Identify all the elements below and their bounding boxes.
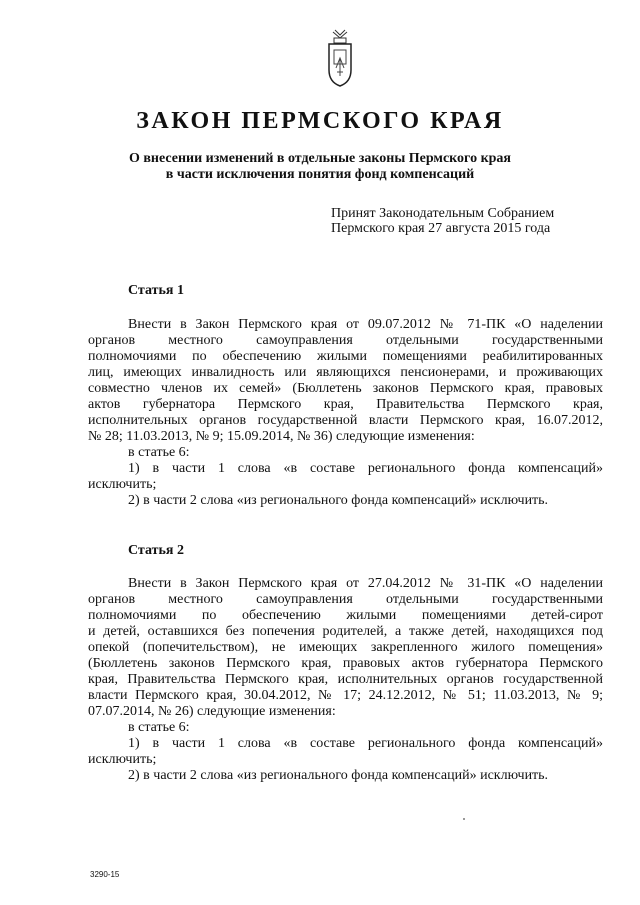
article-2-heading: Статья 2 <box>128 543 184 558</box>
adoption-note <box>331 206 554 236</box>
list-item: 1) в части 1 слова «в составе регионального фонда компенсаций» <box>128 736 603 751</box>
text-line: 07.07.2014, № 26) следующие изменения: <box>88 704 336 719</box>
list-item: 2) в части 2 слова «из регионального фонда компенсаций» исключить. <box>128 493 549 508</box>
list-item: 1) в части 1 слова «в составе регионального фонда компенсаций» <box>128 461 603 476</box>
coat-of-arms-emblem <box>325 28 355 88</box>
adoption-line: Пермского края 27 августа 2015 года <box>331 221 551 236</box>
law-title: ЗАКОН ПЕРМСКОГО КРАЯ <box>136 108 504 134</box>
scan-speck <box>463 818 465 820</box>
text-line: в статье 6: <box>128 720 190 735</box>
subtitle-line: О внесении изменений в отдельные законы Пермского края <box>128 151 511 166</box>
article-2-body <box>88 576 603 784</box>
text-line: исключить; <box>88 752 157 767</box>
text-line: в статье 6: <box>128 445 190 460</box>
text-line: лиц, имеющих инвалидность или являющихся пенсионерами, и проживающих <box>88 365 603 380</box>
text-line: Внести в Закон Пермского края от 27.04.2012 № 31-ПК «О наделении <box>128 576 603 591</box>
text-line: полномочиями по обеспечению жилыми помещениями реабилитированных <box>88 349 603 364</box>
article-1-body <box>88 317 603 509</box>
text-line: № 28; 11.03.2013, № 9; 15.09.2014, № 36) следующие изменения: <box>88 429 475 444</box>
text-line: (Бюллетень законов Пермского края, правовых актов губернатора Пермского <box>88 656 603 671</box>
text-line: исключить; <box>88 477 157 492</box>
text-line: актов губернатора Пермского края, Правительства Пермского края, <box>88 397 603 412</box>
text-line: края, Правительства Пермского края, исполнительных органов государственной <box>88 672 603 687</box>
text-line: Внести в Закон Пермского края от 09.07.2012 № 71-ПК «О наделении <box>128 317 603 332</box>
adoption-line: Принят Законодательным Собранием <box>331 206 555 221</box>
document-code: 3290-15 <box>90 870 120 879</box>
text-line: органов местного самоуправления отдельными государственными <box>88 333 603 348</box>
article-1-heading: Статья 1 <box>128 283 184 298</box>
text-line: органов местного самоуправления отдельными государственными <box>88 592 603 607</box>
text-line: власти Пермского края, 30.04.2012, № 17; 24.12.2012, № 51; 11.03.2013, № 9; <box>88 688 603 703</box>
text-line: и детей, оставшихся без попечения родителей, а также детей, находящихся под <box>88 624 603 639</box>
text-line: совместно членов их семей» (Бюллетень законов Пермского края, правовых <box>88 381 603 396</box>
list-item: 2) в части 2 слова «из регионального фонда компенсаций» исключить. <box>128 768 549 783</box>
subtitle-line: в части исключения понятия фонд компенсаций <box>165 167 475 182</box>
text-line: полномочиями по обеспечению жилыми помещениями детей-сирот <box>88 608 603 623</box>
text-line: опекой (попечительством), не имеющих закрепленного жилого помещения» <box>88 640 603 655</box>
text-line: исполнительных органов государственной власти Пермского края, 16.07.2012, <box>88 413 603 428</box>
law-subtitle <box>0 151 640 183</box>
